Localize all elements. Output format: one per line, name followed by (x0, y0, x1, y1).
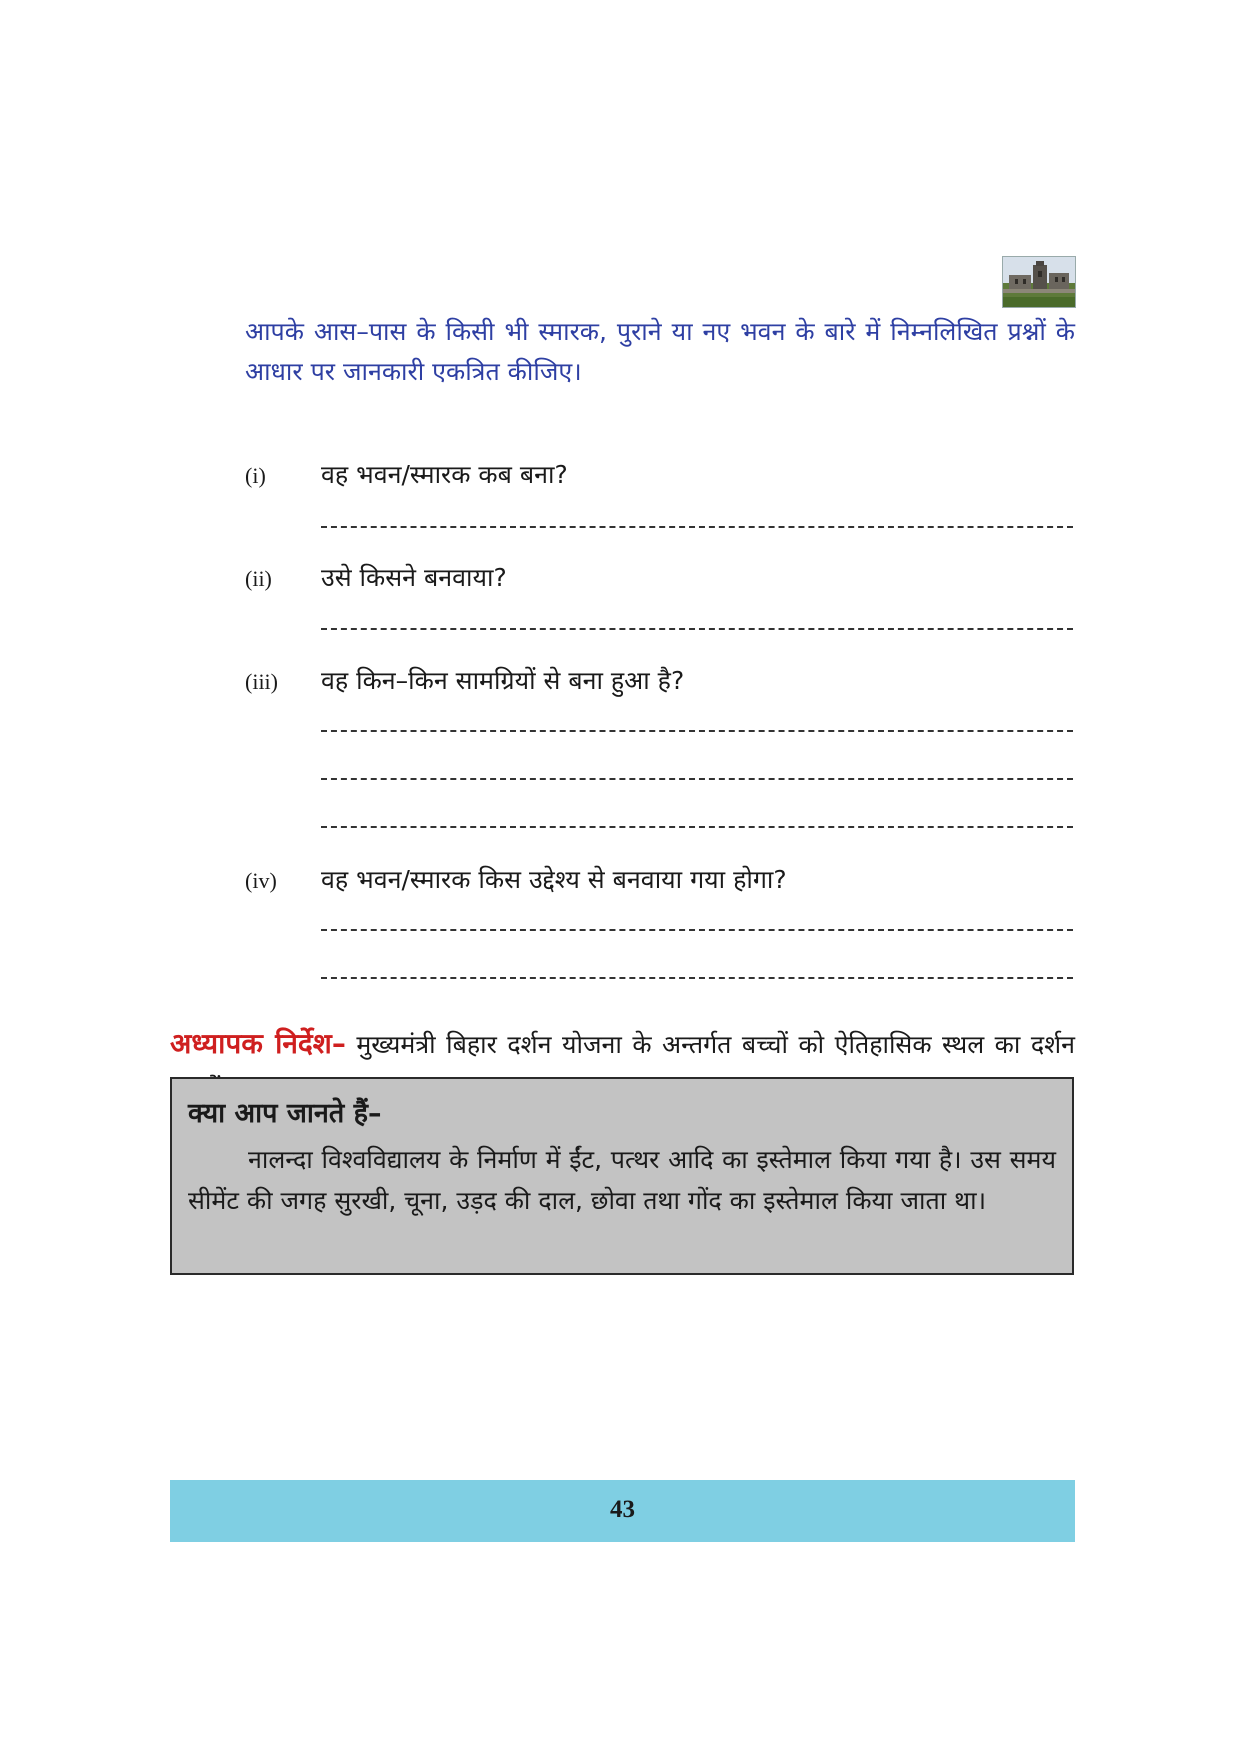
did-you-know-body: नालन्दा विश्वविद्यालय के निर्माण में ईंट, पत्थर आदि का इस्तेमाल किया गया है। उस समय सीमेंट की जगह सुरखी, चूना, उड़द की दाल, छोवा तथा गोंद का इस्तेमाल किया जाता था। (188, 1145, 1056, 1215)
question-text: उसे किसने बनवाया? (321, 563, 507, 592)
activity-instruction: आपके आस–पास के किसी भी स्मारक, पुराने या नए भवन के बारे में निम्नलिखित प्रश्नों के आधार पर जानकारी एकत्रित कीजिए। (245, 317, 1075, 386)
page-number: 43 (610, 1496, 635, 1523)
answer-line (321, 826, 1073, 828)
monument-thumbnail-image (1002, 256, 1076, 308)
question-text: वह किन–किन सामग्रियों से बना हुआ है? (321, 666, 685, 695)
answer-line (321, 929, 1073, 931)
answer-line (321, 977, 1073, 979)
answer-line (321, 526, 1073, 528)
answer-line (321, 628, 1073, 630)
answer-line (321, 730, 1073, 732)
question-number: (ii) (245, 566, 272, 591)
question-text: वह भवन/स्मारक कब बना? (321, 460, 568, 489)
did-you-know-box (170, 1077, 1074, 1275)
footer-band (170, 1480, 1075, 1542)
question-number: (i) (245, 463, 266, 488)
answer-line (321, 778, 1073, 780)
question-number: (iv) (245, 868, 277, 893)
question-text: वह भवन/स्मारक किस उद्देश्य से बनवाया गया होगा? (321, 865, 787, 894)
question-number: (iii) (245, 669, 278, 694)
did-you-know-title: क्या आप जानते हैं– (188, 1098, 382, 1129)
teacher-note-label: अध्यापक निर्देश– (170, 1027, 346, 1060)
teacher-note-text: मुख्यमंत्री बिहार दर्शन योजना के अन्तर्गत बच्चों को ऐतिहासिक स्थल का दर्शन (356, 1030, 1075, 1059)
